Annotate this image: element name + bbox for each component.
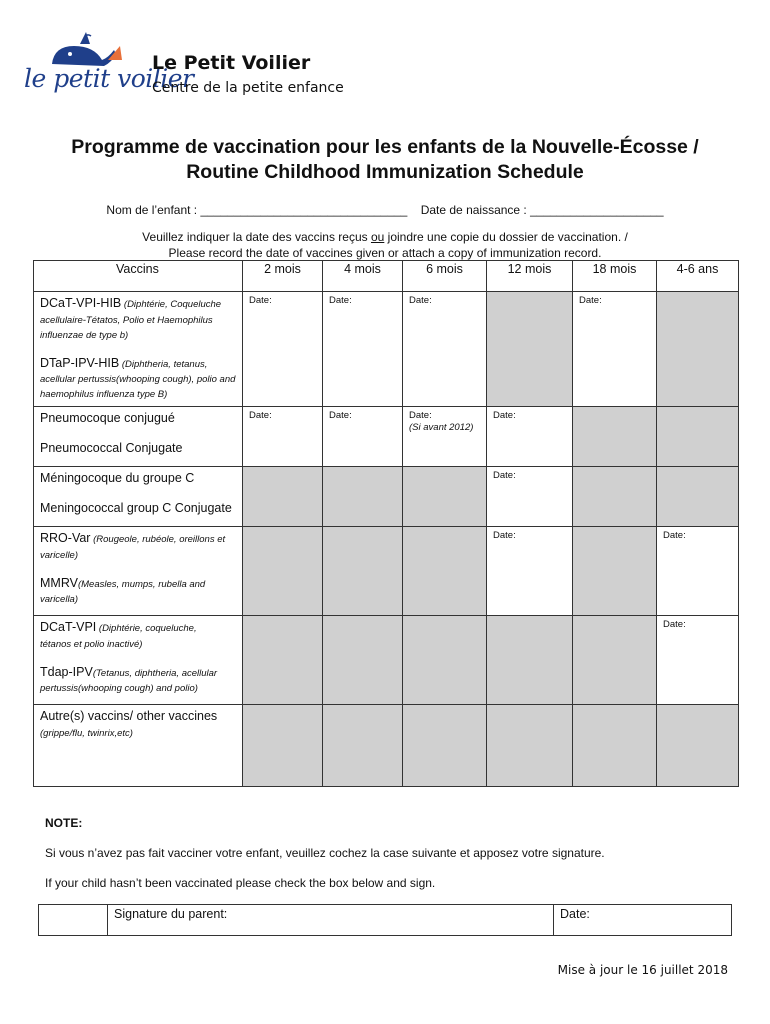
shaded-cell (573, 527, 657, 616)
date-cell[interactable] (487, 407, 573, 467)
vaccine-desc: acellulaire-Tétatos, Polio et Haemophilus influenzae de type b) (40, 314, 213, 341)
date-cell[interactable] (657, 527, 739, 616)
page-title-line1: Programme de vaccination pour les enfants de la Nouvelle-Écosse / (71, 136, 699, 158)
shaded-cell (403, 705, 487, 787)
instructions-fr (0, 230, 770, 244)
vaccine-name: Pneumococcal Conjugate (40, 440, 183, 455)
child-name-label: Nom de l’enfant : (106, 203, 201, 217)
vaccine-desc: (Tetanus, diphtheria, acellular (92, 667, 218, 679)
date-label: Date: (409, 410, 432, 421)
shaded-cell (243, 527, 323, 616)
date-label: Date: (579, 295, 602, 306)
vaccine-name: DTaP-IPV-HIB (40, 355, 120, 370)
child-info-fields (0, 203, 770, 217)
table-row (34, 292, 739, 407)
date-label: Date: (329, 295, 352, 306)
vaccine-name: Meningococcal group C Conjugate (40, 500, 232, 515)
date-label: Date: (663, 619, 686, 630)
shaded-cell (573, 467, 657, 527)
header-4-6-years: 4-6 ans (657, 261, 739, 292)
vaccine-name: Méningocoque du groupe C (40, 471, 195, 485)
immunization-table (33, 260, 739, 787)
shaded-cell (323, 467, 403, 527)
header-6-months: 6 mois (403, 261, 487, 292)
date-cell[interactable] (243, 292, 323, 407)
vaccine-name: MMRV (40, 575, 78, 590)
header-18-months: 18 mois (573, 261, 657, 292)
shaded-cell (657, 292, 739, 407)
dob-label: Date de naissance : (420, 203, 531, 217)
vaccine-name: DCaT-VPI (40, 620, 97, 634)
date-cell[interactable] (573, 292, 657, 407)
header-12-months: 12 mois (487, 261, 573, 292)
vaccine-desc: (Diphtérie, Coqueluche (121, 299, 222, 310)
table-row (34, 527, 739, 616)
updated-date: Mise à jour le 16 juillet 2018 (557, 963, 728, 977)
vaccine-cell (34, 467, 243, 527)
note-fr: Si vous n’avez pas fait vacciner votre enfant, veuillez cochez la case suivante et apposez votre signature. (45, 846, 605, 860)
date-note: (Si avant 2012) (409, 422, 474, 433)
shaded-cell (403, 467, 487, 527)
date-label: Date: (329, 410, 352, 421)
shaded-cell (487, 705, 573, 787)
date-cell[interactable] (403, 292, 487, 407)
table-row (34, 467, 739, 527)
signature-date-label: Date: (560, 907, 590, 921)
vaccine-name: RRO-Var (40, 531, 91, 545)
table-row (34, 705, 739, 787)
shaded-cell (403, 616, 487, 705)
vaccine-name: Tdap-IPV (40, 664, 93, 679)
note-en: If your child hasn’t been vaccinated please check the box below and sign. (45, 876, 436, 890)
date-cell[interactable] (243, 407, 323, 467)
date-label: Date: (493, 530, 516, 541)
vaccine-desc: (Rougeole, rubéole, oreillons et (90, 534, 226, 545)
date-cell[interactable] (487, 467, 573, 527)
shaded-cell (657, 407, 739, 467)
shaded-cell (323, 705, 403, 787)
vaccine-name: Autre(s) vaccins/ other vaccines (40, 709, 218, 723)
shaded-cell (243, 616, 323, 705)
date-cell[interactable] (323, 292, 403, 407)
vaccine-cell (34, 616, 243, 705)
vaccine-name: DCaT-VPI-HIB (40, 296, 122, 310)
vaccine-desc: (Diphtérie, coqueluche, (96, 623, 197, 634)
date-cell[interactable] (403, 407, 487, 467)
shaded-cell (573, 705, 657, 787)
brand-subtitle: Centre de la petite enfance (152, 80, 344, 96)
vaccine-desc: varicelle) (40, 549, 79, 561)
shaded-cell (573, 616, 657, 705)
dob-field[interactable]: ____________________ (530, 203, 664, 217)
vaccine-cell (34, 407, 243, 467)
vaccine-desc: varicella) (40, 594, 79, 606)
date-cell[interactable] (657, 616, 739, 705)
shaded-cell (243, 467, 323, 527)
brand-name: Le Petit Voilier (152, 52, 311, 74)
parent-signature-label: Signature du parent: (114, 907, 228, 921)
shaded-cell (657, 705, 739, 787)
vaccine-cell (34, 292, 243, 407)
vaccine-desc: (Measles, mumps, rubella and (77, 578, 206, 590)
vaccine-cell (34, 527, 243, 616)
vaccine-desc: acellular pertussis(whooping cough), polio and haemophilus influenza type B) (40, 374, 236, 401)
header-vaccins: Vaccins (34, 261, 243, 292)
vaccine-desc: (grippe/flu, twinrix,etc) (40, 727, 133, 739)
date-label: Date: (663, 530, 686, 541)
parent-signature-field[interactable] (108, 905, 554, 936)
date-label: Date: (493, 410, 516, 421)
page-title-line2: Routine Childhood Immunization Schedule (186, 161, 584, 183)
header-4-months: 4 mois (323, 261, 403, 292)
date-label: Date: (409, 295, 432, 306)
signature-date-field[interactable] (554, 905, 732, 936)
shaded-cell (323, 527, 403, 616)
date-label: Date: (249, 410, 272, 421)
not-vaccinated-checkbox[interactable] (39, 905, 108, 936)
instructions-fr-underlined: ou (370, 230, 385, 244)
child-name-field[interactable]: _______________________________ (200, 203, 408, 217)
date-label: Date: (493, 470, 516, 481)
table-header-row (34, 261, 739, 292)
logo-text: le petit voilier (24, 64, 194, 93)
note-label: NOTE: (45, 816, 83, 830)
date-cell[interactable] (323, 407, 403, 467)
signature-table (38, 904, 732, 936)
shaded-cell (403, 527, 487, 616)
vaccine-desc: tétanos et polio inactivé) (40, 638, 143, 650)
instructions-fr-text-end: joindre une copie du dossier de vaccination. / (384, 230, 628, 244)
date-label: Date: (249, 295, 272, 306)
instructions-en: Please record the date of vaccines given or attach a copy of immunization record. (168, 246, 602, 260)
shaded-cell (323, 616, 403, 705)
instructions-fr-text: Veuillez indiquer la date des vaccins reçus (142, 230, 371, 244)
logo (24, 30, 194, 100)
table-row (34, 616, 739, 705)
table-row (34, 407, 739, 467)
vaccine-name: Pneumocoque conjugué (40, 411, 175, 425)
shaded-cell (657, 467, 739, 527)
header-2-months: 2 mois (243, 261, 323, 292)
shaded-cell (243, 705, 323, 787)
vaccine-desc: pertussis(whooping cough) and polio) (40, 683, 198, 695)
date-cell[interactable] (487, 527, 573, 616)
shaded-cell (487, 292, 573, 407)
shaded-cell (573, 407, 657, 467)
vaccine-desc: (Diphtheria, tetanus, (119, 358, 208, 370)
vaccine-cell (34, 705, 243, 787)
shaded-cell (487, 616, 573, 705)
